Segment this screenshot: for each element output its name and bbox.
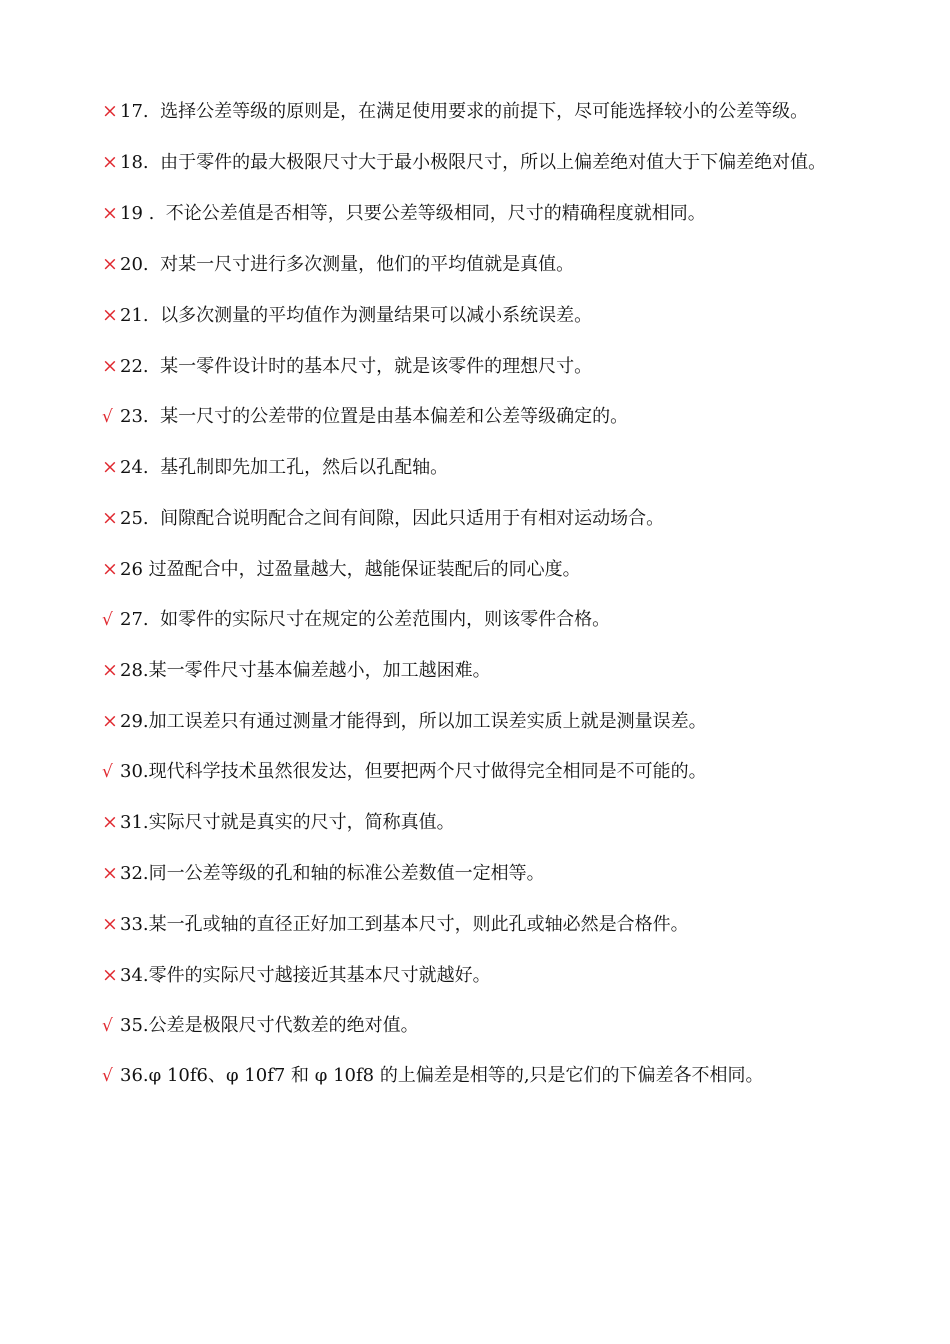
question-text: 某一尺寸的公差带的位置是由基本偏差和公差等级确定的。 <box>148 406 629 427</box>
question-item <box>102 86 842 137</box>
question-item <box>102 696 842 747</box>
question-text: 由于零件的最大极限尺寸大于最小极限尺寸，所以上偏差绝对值大于下偏差绝对值。 <box>148 152 827 173</box>
question-text: 同一公差等级的孔和轴的标准公差数值一定相等。 <box>148 863 545 884</box>
cross-mark-icon: × <box>102 507 118 529</box>
check-mark-icon: √ <box>102 762 113 782</box>
question-text: 实际尺寸就是真实的尺寸，简称真值。 <box>148 812 455 833</box>
question-number: 34. <box>120 965 149 986</box>
cross-mark-icon: × <box>102 862 118 884</box>
question-item <box>102 899 842 950</box>
question-text: 某一零件尺寸基本偏差越小，加工越困难。 <box>148 660 491 681</box>
question-number: 19 . <box>120 203 155 224</box>
cross-mark-icon: × <box>102 811 118 833</box>
question-number: 18. <box>120 152 149 173</box>
question-text: 现代科学技术虽然很发达，但要把两个尺寸做得完全相同是不可能的。 <box>148 761 707 782</box>
cross-mark-icon: × <box>102 253 118 275</box>
cross-mark-icon: × <box>102 964 118 986</box>
question-number: 20. <box>120 254 149 275</box>
question-number: 28. <box>120 660 149 681</box>
question-item <box>102 848 842 899</box>
cross-mark-icon: × <box>102 558 118 580</box>
question-list <box>102 86 842 1101</box>
question-text: 间隙配合说明配合之间有间隙，因此只适用于有相对运动场合。 <box>148 508 665 529</box>
question-number: 36. <box>120 1065 149 1086</box>
question-text: 不论公差值是否相等，只要公差等级相同，尺寸的精确程度就相同。 <box>154 203 706 224</box>
cross-mark-icon: × <box>102 304 118 326</box>
question-text: 对某一尺寸进行多次测量，他们的平均值就是真值。 <box>148 254 575 275</box>
question-text: 加工误差只有通过测量才能得到，所以加工误差实质上就是测量误差。 <box>148 711 707 732</box>
question-item <box>102 1001 842 1051</box>
question-text: 某一零件设计时的基本尺寸，就是该零件的理想尺寸。 <box>148 356 593 377</box>
question-number: 17. <box>120 101 149 122</box>
question-number: 30. <box>120 761 149 782</box>
cross-mark-icon: × <box>102 355 118 377</box>
check-mark-icon: √ <box>102 1066 113 1086</box>
question-text: 选择公差等级的原则是，在满足使用要求的前提下，尽可能选择较小的公差等级。 <box>148 101 809 122</box>
question-text: 以多次测量的平均值作为测量结果可以减小系统误差。 <box>148 305 593 326</box>
question-item <box>102 1051 842 1101</box>
question-number: 23. <box>120 406 149 427</box>
question-number: 21. <box>120 305 149 326</box>
question-item <box>102 341 842 392</box>
question-text: φ 10f6、φ 10f7 和 φ 10f8 的上偏差是相等的,只是它们的下偏差各不相同。 <box>148 1065 764 1086</box>
question-text: 如零件的实际尺寸在规定的公差范围内，则该零件合格。 <box>148 609 611 630</box>
check-mark-icon: √ <box>102 610 113 630</box>
question-number: 27. <box>120 609 149 630</box>
question-item <box>102 392 842 442</box>
question-item <box>102 595 842 645</box>
question-text: 过盈配合中，过盈量越大，越能保证装配后的同心度。 <box>142 559 581 580</box>
question-item <box>102 442 842 493</box>
question-item <box>102 645 842 696</box>
cross-mark-icon: × <box>102 202 118 224</box>
question-item <box>102 747 842 797</box>
question-text: 某一孔或轴的直径正好加工到基本尺寸，则此孔或轴必然是合格件。 <box>148 914 689 935</box>
question-item <box>102 239 842 290</box>
question-number: 32. <box>120 863 149 884</box>
cross-mark-icon: × <box>102 659 118 681</box>
question-item <box>102 797 842 848</box>
cross-mark-icon: × <box>102 710 118 732</box>
question-item <box>102 290 842 341</box>
question-item <box>102 493 842 544</box>
question-number: 33. <box>120 914 149 935</box>
question-number: 35. <box>120 1015 149 1036</box>
check-mark-icon: √ <box>102 1016 113 1036</box>
cross-mark-icon: × <box>102 100 118 122</box>
question-number: 31. <box>120 812 149 833</box>
cross-mark-icon: × <box>102 151 118 173</box>
question-number: 22. <box>120 356 149 377</box>
question-number: 24. <box>120 457 149 478</box>
question-text: 基孔制即先加工孔，然后以孔配轴。 <box>148 457 449 478</box>
question-number: 26 <box>120 559 143 580</box>
question-text: 公差是极限尺寸代数差的绝对值。 <box>148 1015 419 1036</box>
cross-mark-icon: × <box>102 913 118 935</box>
question-item <box>102 137 842 188</box>
question-number: 29. <box>120 711 149 732</box>
question-item <box>102 950 842 1001</box>
check-mark-icon: √ <box>102 407 113 427</box>
question-item <box>102 544 842 595</box>
question-number: 25. <box>120 508 149 529</box>
question-item <box>102 188 842 239</box>
question-text: 零件的实际尺寸越接近其基本尺寸就越好。 <box>148 965 491 986</box>
cross-mark-icon: × <box>102 456 118 478</box>
